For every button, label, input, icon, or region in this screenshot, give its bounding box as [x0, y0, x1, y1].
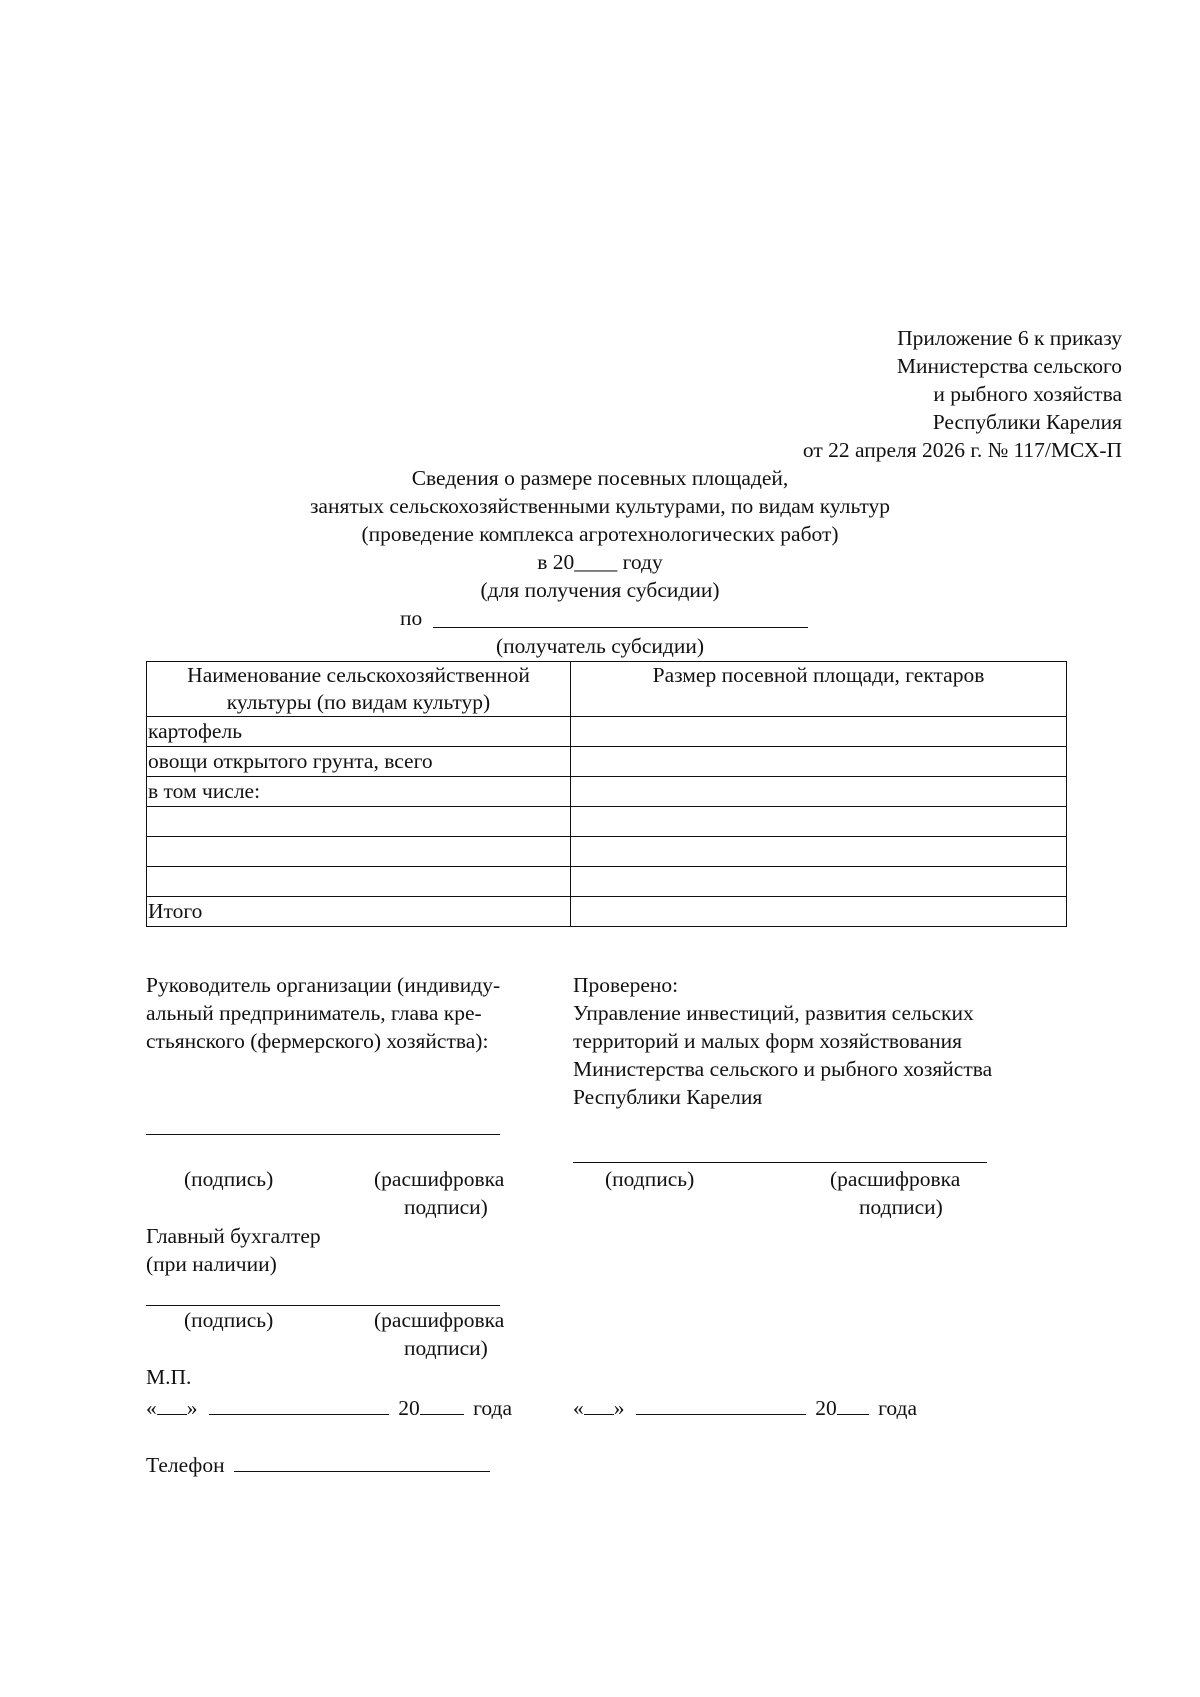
crop-cell: картофель [147, 717, 571, 747]
dept-line-1: Управление инвестиций, развития сельских [573, 1001, 974, 1025]
head-signature-label: (подпись) [184, 1167, 274, 1191]
year-suffix: года [473, 1396, 513, 1420]
dept-line-3: Министерства сельского и рыбного хозяйства [573, 1057, 993, 1081]
area-cell[interactable] [571, 747, 1067, 777]
header-line-3: и рыбного хозяйства [933, 382, 1122, 406]
month-field[interactable] [209, 1394, 389, 1415]
accountant-note: (при наличии) [146, 1252, 277, 1276]
date-close-quote: » [613, 1396, 625, 1420]
day-field[interactable] [157, 1394, 187, 1415]
table-row [147, 867, 1067, 897]
table-row [147, 717, 1067, 747]
header-line-2: Министерства сельского [896, 354, 1122, 378]
phone-label: Телефон [146, 1453, 225, 1477]
crop-cell: овощи открытого грунта, всего [147, 747, 571, 777]
year-prefix: 20 [398, 1396, 420, 1420]
crop-area-table [146, 661, 1067, 927]
accountant-decode-label-1: (расшифровка [374, 1308, 505, 1332]
left-date-row [146, 1394, 512, 1422]
header-crop-name: Наименование сельскохозяйственной культуры (по видам культур) [147, 662, 571, 717]
title-line-1: Сведения о размере посевных площадей, [411, 466, 789, 490]
date-close-quote: » [186, 1396, 198, 1420]
header-line-4: Республики Карелия [932, 410, 1122, 434]
head-line-1: Руководитель организации (индивиду- [146, 973, 501, 997]
head-decode-label-1: (расшифровка [374, 1167, 505, 1191]
accountant-decode-label-2: подписи) [404, 1336, 488, 1360]
area-cell[interactable] [571, 807, 1067, 837]
title-line-3: (проведение комплекса агротехнологических работ) [361, 522, 839, 546]
table-row [147, 807, 1067, 837]
head-line-3: стьянского (фермерского) хозяйства): [146, 1029, 489, 1053]
accountant-signature-line[interactable] [146, 1305, 500, 1306]
recipient-caption: (получатель субсидии) [495, 634, 705, 658]
inspector-decode-label-2: подписи) [859, 1195, 943, 1219]
year-field[interactable] [420, 1394, 464, 1415]
accountant-signature-label: (подпись) [184, 1308, 274, 1332]
date-open-quote: « [573, 1396, 584, 1420]
crop-cell: в том числе: [147, 777, 571, 807]
title-line-4: в 20____ году [537, 550, 663, 574]
year-field[interactable] [837, 1394, 869, 1415]
right-date-row [573, 1394, 917, 1422]
day-field[interactable] [584, 1394, 614, 1415]
year-suffix: года [878, 1396, 918, 1420]
dept-line-4: Республики Карелия [573, 1085, 763, 1109]
phone-row [146, 1451, 490, 1479]
stamp-label: М.П. [146, 1365, 192, 1389]
accountant-label: Главный бухгалтер [146, 1224, 321, 1248]
total-label-cell: Итого [147, 897, 571, 927]
recipient-field-line[interactable] [433, 627, 808, 628]
area-cell[interactable] [571, 777, 1067, 807]
crop-cell[interactable] [147, 837, 571, 867]
crop-cell[interactable] [147, 807, 571, 837]
head-signature-line[interactable] [146, 1134, 500, 1135]
inspector-decode-label-1: (расшифровка [830, 1167, 961, 1191]
area-cell[interactable] [571, 717, 1067, 747]
inspector-signature-line[interactable] [573, 1162, 987, 1163]
table-row [147, 747, 1067, 777]
phone-field[interactable] [234, 1451, 490, 1472]
table-header-row [147, 662, 1067, 717]
title-line-5: (для получения субсидии) [480, 578, 720, 602]
checked-label: Проверено: [573, 973, 679, 997]
area-cell[interactable] [571, 837, 1067, 867]
header-area-size: Размер посевной площади, гектаров [571, 662, 1067, 717]
inspector-signature-label: (подпись) [605, 1167, 695, 1191]
date-open-quote: « [146, 1396, 157, 1420]
table-row [147, 777, 1067, 807]
crop-cell[interactable] [147, 867, 571, 897]
area-cell[interactable] [571, 867, 1067, 897]
head-line-2: альный предприниматель, глава кре- [146, 1001, 482, 1025]
recipient-prefix: по [400, 606, 423, 630]
header-line-1: Приложение 6 к приказу [897, 326, 1122, 350]
table-row-total [147, 897, 1067, 927]
table-row [147, 837, 1067, 867]
title-line-2: занятых сельскохозяйственными культурами, по видам культур [309, 494, 891, 518]
dept-line-2: территорий и малых форм хозяйствования [573, 1029, 962, 1053]
head-decode-label-2: подписи) [404, 1195, 488, 1219]
total-area-cell[interactable] [571, 897, 1067, 927]
header-line-5: от 22 апреля 2026 г. № 117/МСХ-П [802, 438, 1122, 462]
month-field[interactable] [636, 1394, 806, 1415]
year-prefix: 20 [815, 1396, 837, 1420]
